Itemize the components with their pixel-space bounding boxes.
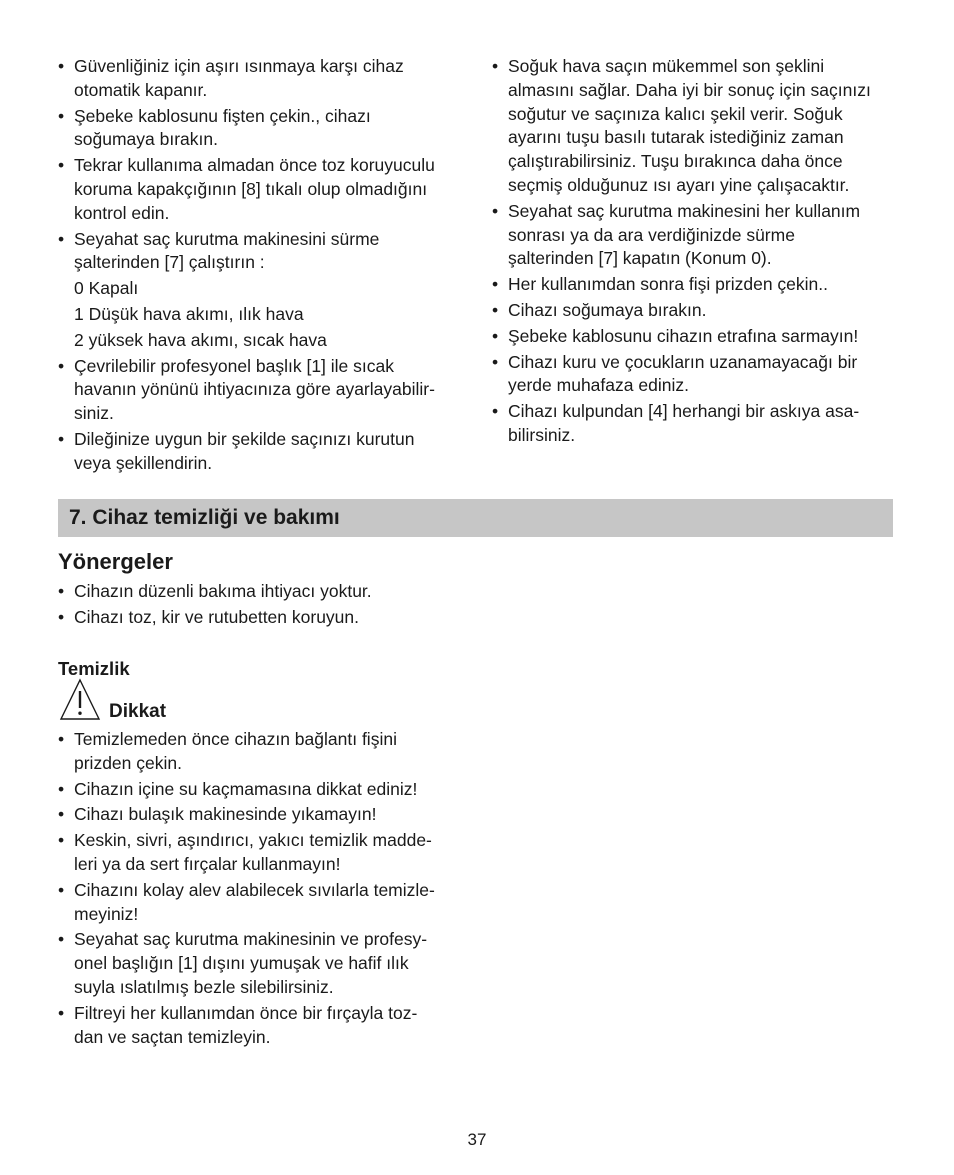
list-item-line: • Güvenliğiniz için aşırı ısınmaya karşı cihaz — [74, 56, 404, 76]
cleaning-block — [58, 728, 478, 1051]
list-item-line: • Tekrar kullanıma almadan önce toz koruyuculu — [74, 155, 435, 176]
list-item-line: • Seyahat saç kurutma makinesini sürme — [74, 228, 380, 249]
list-item — [58, 580, 478, 604]
list-item — [492, 200, 897, 271]
list-item-line: kontrol edin. — [74, 202, 170, 223]
list-item-line: bilirsiniz. — [508, 424, 576, 445]
cleaning-list — [58, 728, 478, 1049]
list-item-line: leri ya da sert fırçalar kullanmayın! — [74, 853, 341, 874]
list-item — [492, 273, 897, 297]
list-item-line: havanın yönünü ihtiyacınıza göre ayarlayabilir- — [74, 379, 435, 400]
list-item-line: prizden çekin. — [74, 752, 182, 773]
list-item-line: yerde muhafaza ediniz. — [508, 375, 689, 396]
list-item — [58, 1002, 478, 1050]
list-item-line: • Cihazı toz, kir ve rutubetten koruyun. — [74, 606, 359, 627]
list-item — [58, 606, 478, 630]
list-item — [58, 829, 478, 877]
section-title: 7. Cihaz temizliği ve bakımı — [69, 506, 340, 529]
list-item — [492, 351, 897, 399]
section-heading-bar — [58, 499, 893, 537]
list-item — [58, 228, 458, 276]
list-item-line: siniz. — [74, 403, 114, 424]
warning-label: Dikkat — [109, 701, 167, 722]
list-item — [58, 879, 478, 927]
list-item-line: • Cihazı kulpundan [4] herhangi bir askıya asa- — [508, 401, 860, 422]
list-item-line: seçmiş olduğunuz ısı ayarı yine çalışacaktır. — [508, 174, 850, 195]
guidelines-block — [58, 580, 478, 632]
list-item-line: soğumaya bırakın. — [74, 129, 218, 150]
list-item-line: • Cihazı soğumaya bırakın. — [508, 299, 707, 320]
list-item-line: • Soğuk hava saçın mükemmel son şeklini — [508, 56, 825, 76]
list-item-line: • Cihazı bulaşık makinesinde yıkamayın! — [74, 804, 377, 825]
list-item — [492, 55, 897, 198]
list-item-line: otomatik kapanır. — [74, 79, 208, 100]
guidelines-list — [58, 580, 478, 630]
right-column — [492, 55, 897, 450]
list-item-line: koruma kapakçığının [8] tıkalı olup olmadığını — [74, 178, 428, 199]
list-item-line: çalıştırabilirsiniz. Tuşu bırakınca daha önce — [508, 151, 843, 172]
list-item-line: meyiniz! — [74, 903, 139, 924]
list-item — [58, 55, 458, 103]
instruction-list-left — [58, 55, 458, 476]
cleaning-heading: Temizlik — [58, 658, 130, 679]
list-item — [58, 803, 478, 827]
list-item-line: almasını sağlar. Daha iyi bir sonuç için saçınızı — [508, 79, 871, 100]
list-item-line: • Keskin, sivri, aşındırıcı, yakıcı temizlik madde- — [74, 830, 432, 851]
list-item-line: • Şebeke kablosunu cihazın etrafına sarmayın! — [508, 325, 859, 346]
list-item-line: sonrası ya da ara verdiğinizde sürme — [508, 224, 795, 245]
list-item-line: • Dileğinize uygun bir şekilde saçınızı kurutun — [74, 428, 415, 449]
list-item — [58, 928, 478, 999]
list-item-line: dan ve saçtan temizleyin. — [74, 1026, 271, 1047]
list-item-line: • Cihazın düzenli bakıma ihtiyacı yoktur. — [74, 581, 372, 601]
list-item-line: • Her kullanımdan sonra fişi prizden çekin.. — [508, 274, 829, 295]
list-item-line: • Cihazını kolay alev alabilecek sıvılarla temizle- — [74, 879, 435, 900]
list-item-line: • Filtreyi her kullanımdan önce bir fırçayla toz- — [74, 1002, 418, 1023]
list-item — [492, 400, 897, 448]
list-item-line: suyla ıslatılmış bezle silebilirsiniz. — [74, 976, 334, 997]
list-item-line: şalterinden [7] kapatın (Konum 0). — [508, 248, 772, 269]
list-item — [492, 325, 897, 349]
sub-option-line: 1 Düşük hava akımı, ılık hava — [74, 303, 304, 324]
list-item-line: • Cihazın içine su kaçmamasına dikkat ediniz! — [74, 778, 418, 799]
list-item-line: veya şekillendirin. — [74, 452, 213, 473]
guidelines-heading: Yönergeler — [58, 549, 173, 574]
list-item-line: soğutur ve saçınıza kalıcı şekil verir. Soğuk — [508, 103, 843, 124]
left-column — [58, 55, 458, 478]
list-item — [58, 355, 458, 426]
list-item-line: ayarını tuşu basılı tutarak istediğiniz zaman — [508, 127, 844, 148]
list-item — [58, 778, 478, 802]
sub-option-line: 2 yüksek hava akımı, sıcak hava — [74, 329, 327, 350]
list-item-line: • Seyahat saç kurutma makinesini her kullanım — [508, 200, 861, 221]
list-item-line: • Şebeke kablosunu fişten çekin., cihazı — [74, 105, 371, 126]
list-item — [58, 728, 478, 776]
page-number: 37 — [467, 1130, 487, 1149]
list-item-line: • Seyahat saç kurutma makinesinin ve profesy- — [74, 929, 428, 950]
list-item — [58, 428, 458, 476]
list-item — [58, 154, 458, 225]
warning-triangle-icon — [58, 678, 102, 722]
list-item-line: • Çevrilebilir profesyonel başlık [1] ile sıcak — [74, 355, 394, 376]
instruction-list-right — [492, 55, 897, 448]
list-item-line: • Temizlemeden önce cihazın bağlantı fişini — [74, 729, 397, 749]
list-item — [492, 299, 897, 323]
list-item-line: onel başlığın [1] dışını yumuşak ve hafif ılık — [74, 953, 409, 974]
list-item-line: • Cihazı kuru ve çocukların uzanamayacağı bir — [508, 351, 858, 372]
list-item — [58, 105, 458, 153]
list-item-line: şalterinden [7] çalıştırın : — [74, 252, 265, 273]
sub-option-line: 0 Kapalı — [74, 278, 139, 299]
